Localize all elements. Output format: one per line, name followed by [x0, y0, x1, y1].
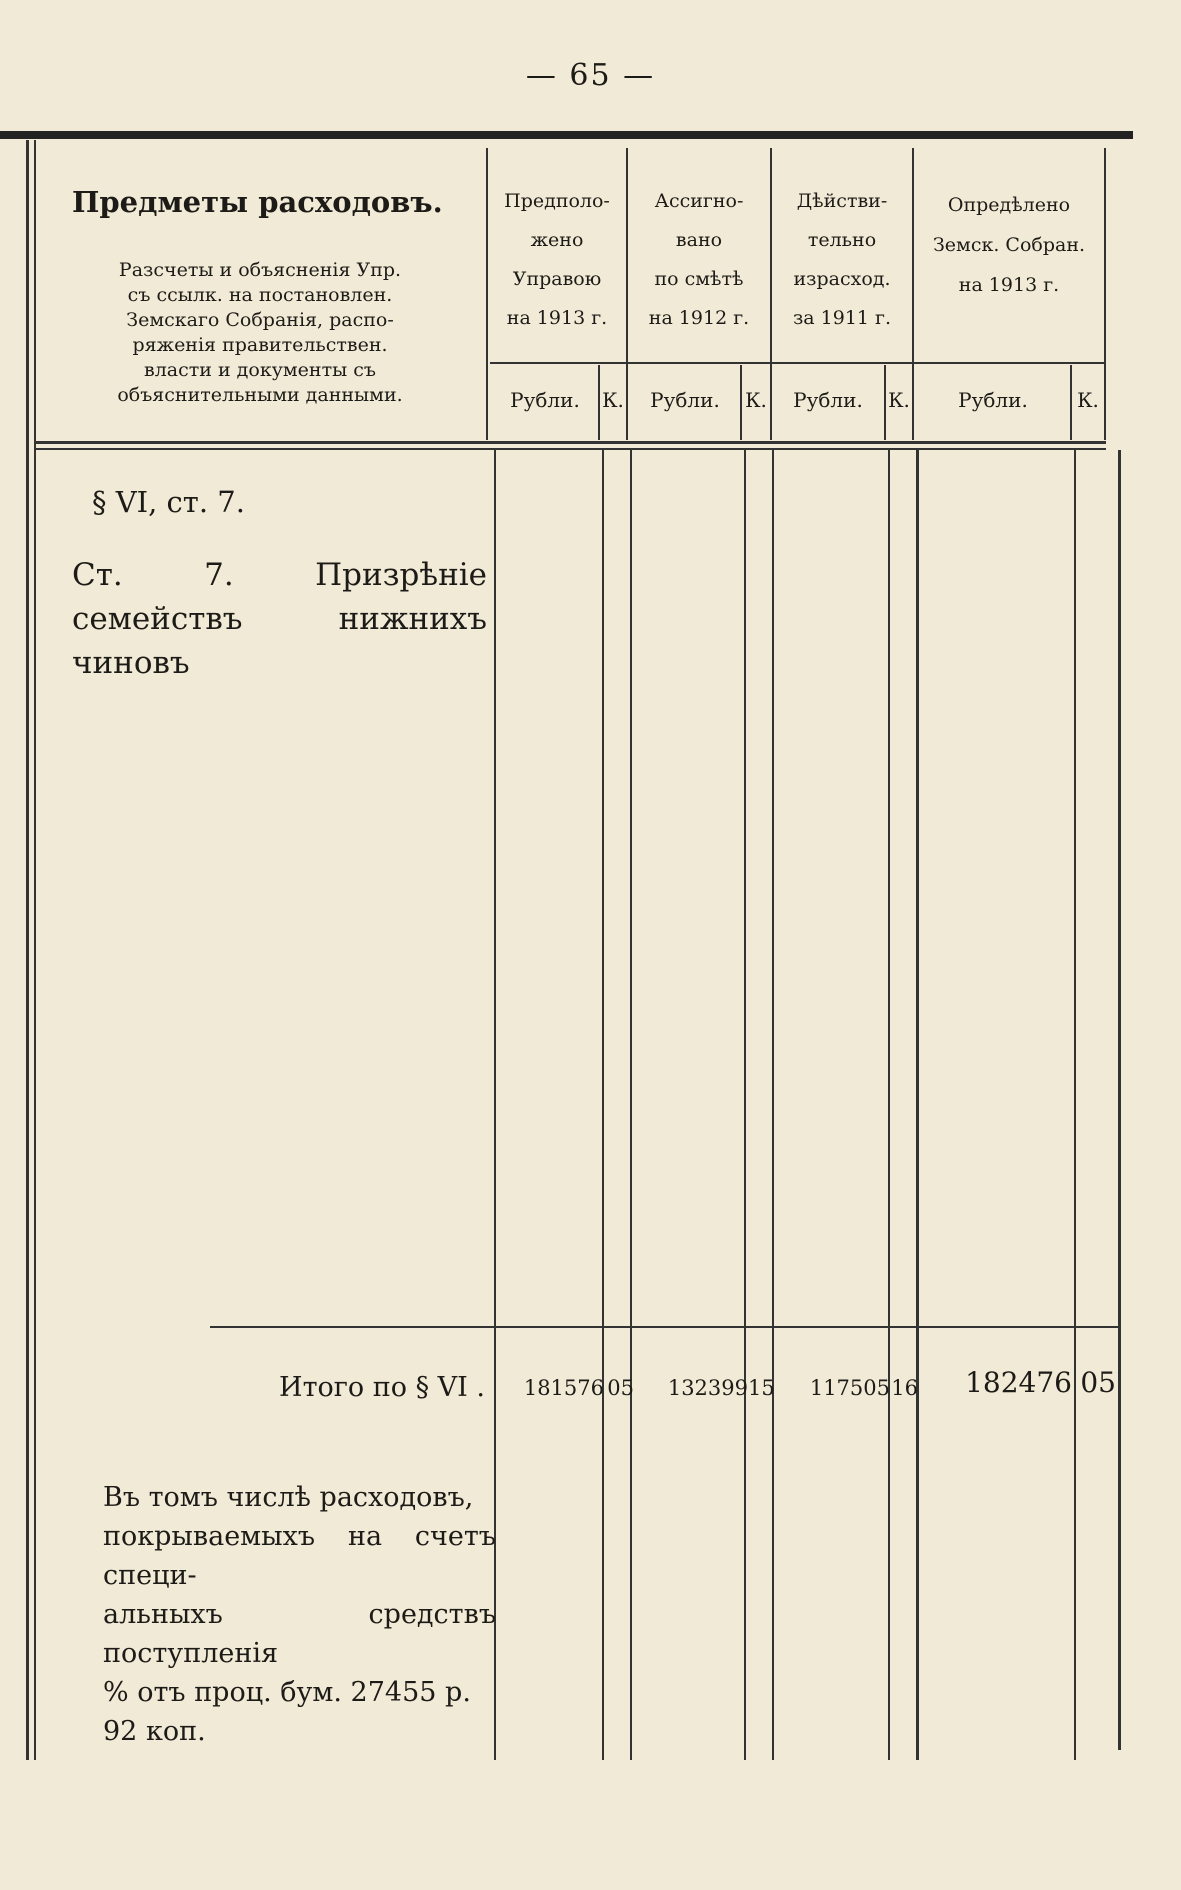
column-header-spent: Дѣйстви- тельно израсход. за 1911 г. — [792, 190, 892, 329]
unit-kopecks: К. — [602, 388, 624, 412]
right-border — [1104, 148, 1106, 440]
items-subtitle: Разсчеты и объясненія Упр. съ ссылк. на постановлен. Земскаго Собранія, распо- ряженія правительствен. власти и документы съ объяснительными данными. — [117, 259, 403, 406]
unit-kopecks: К. — [745, 388, 767, 412]
total-rubles-spent: 117505 — [809, 1376, 890, 1400]
special-funds-note: Въ томъ числѣ расходовъ, покрываемыхъ на счетъ специ- альныхъ средствъ поступленія % отъ проц. бум. 27455 р. 92 коп. — [103, 1482, 496, 1747]
unit-rubles: Рубли. — [793, 388, 863, 412]
kopeck-divider — [888, 450, 890, 1760]
section-heading: § VI, ст. 7. — [92, 485, 245, 519]
header-bottom-rule — [36, 441, 1106, 444]
unit-kopecks: К. — [888, 388, 910, 412]
unit-rubles: Рубли. — [510, 388, 580, 412]
unit-row-rule — [490, 362, 1106, 364]
column-divider — [772, 450, 774, 1760]
unit-rubles: Рубли. — [958, 388, 1028, 412]
unit-kopecks: К. — [1077, 388, 1099, 412]
left-border-inner — [34, 140, 36, 1760]
total-kopecks-assigned: 15 — [748, 1376, 775, 1400]
column-header-determined: Опредѣлено Земск. Собран. на 1913 г. — [932, 194, 1086, 296]
kopeck-divider — [1074, 450, 1076, 1760]
left-border — [26, 140, 29, 1760]
total-rubles-determined: 182476 — [965, 1366, 1072, 1399]
article-title: Ст. 7. Призрѣніе семействъ нижнихъ чиновъ — [72, 557, 487, 681]
total-rubles-proposed: 181576 — [523, 1376, 604, 1400]
total-label: Итого по § VI . — [279, 1372, 485, 1403]
top-rule — [0, 131, 1133, 139]
total-rule — [210, 1326, 1120, 1328]
items-title: Предметы расходовъ. — [72, 185, 443, 219]
page-number: — 65 — — [525, 58, 656, 93]
column-header-assigned: Ассигно- вано по смѣтѣ на 1912 г. — [648, 190, 750, 329]
unit-rubles: Рубли. — [650, 388, 720, 412]
kopeck-divider — [744, 450, 746, 1760]
kopeck-divider — [602, 450, 604, 1760]
column-divider — [630, 450, 632, 1760]
right-border — [1118, 450, 1121, 1750]
total-kopecks-spent: 16 — [891, 1376, 918, 1400]
total-kopecks-proposed: 05 — [607, 1376, 634, 1400]
total-kopecks-determined: 05 — [1080, 1366, 1116, 1399]
total-rubles-assigned: 132399 — [667, 1376, 748, 1400]
column-divider — [916, 450, 919, 1760]
header-bottom-rule-inner — [36, 448, 1106, 450]
column-header-proposed: Предполо- жено Управою на 1913 г. — [504, 190, 610, 329]
